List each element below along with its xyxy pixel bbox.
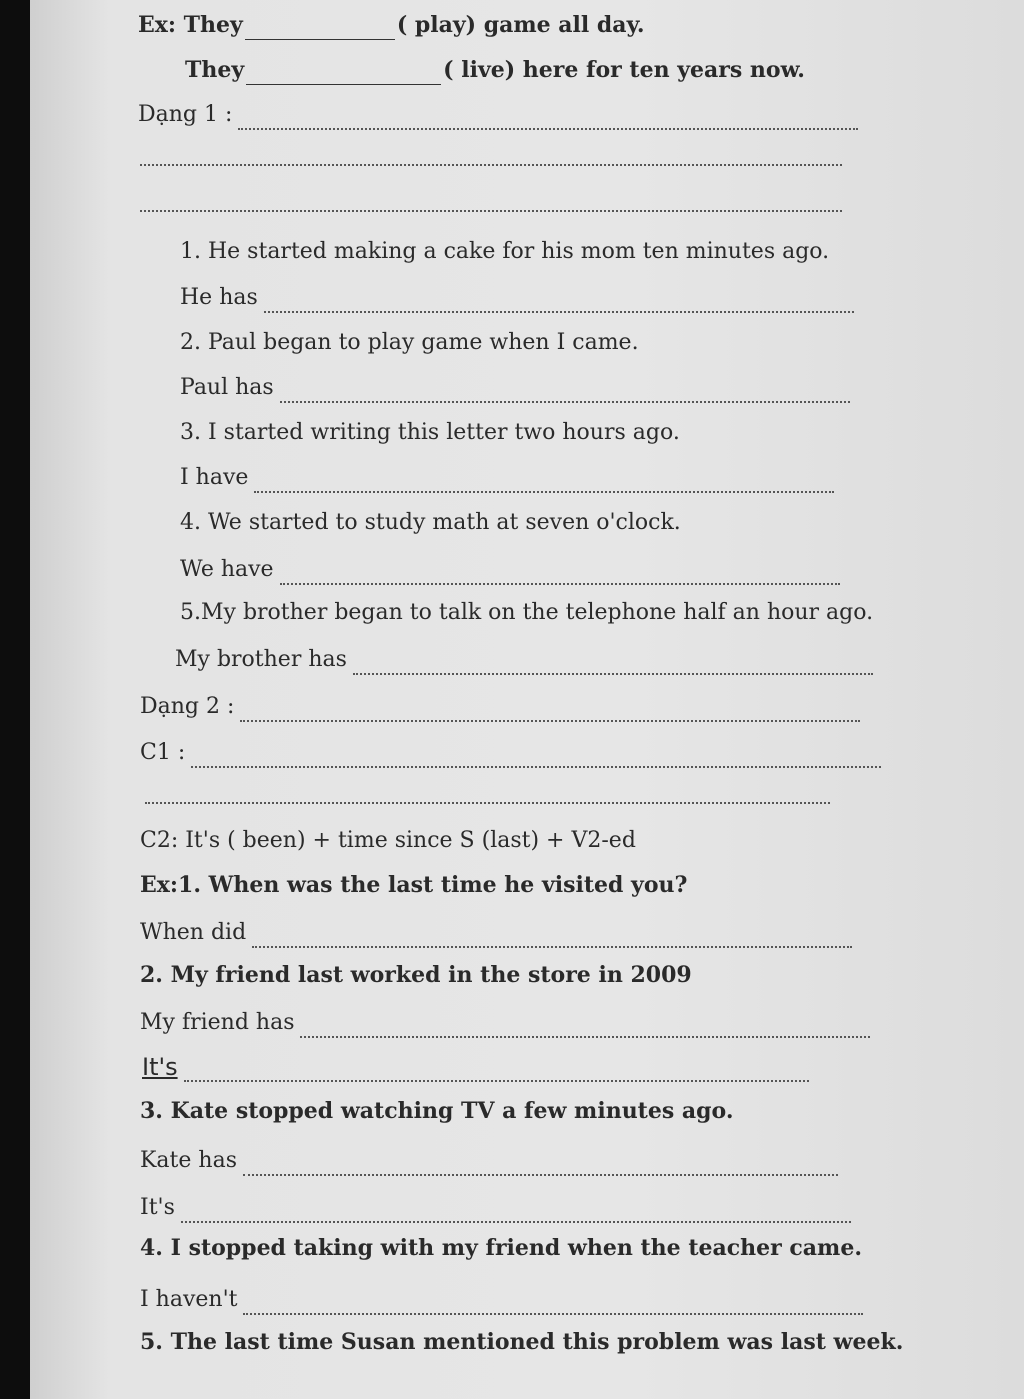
sentence-text: 4. We started to study math at seven o'clock. xyxy=(180,510,681,535)
section1-answer-5 xyxy=(175,645,873,675)
section1-sentence-1 xyxy=(180,237,829,267)
answer-line[interactable] xyxy=(145,800,830,804)
answer-line[interactable] xyxy=(243,1154,838,1176)
example-line-2 xyxy=(185,55,805,85)
sentence-text: 1. He started making a cake for his mom ten minutes ago. xyxy=(180,239,830,264)
example-blank[interactable] xyxy=(245,17,395,40)
section2-sentence-3 xyxy=(140,1096,733,1126)
answer-line[interactable] xyxy=(254,471,834,493)
sentence-text: 3. I started writing this letter two hours ago. xyxy=(180,420,680,445)
answer-line[interactable] xyxy=(264,291,854,313)
section2-sentence-5 xyxy=(140,1327,903,1357)
sentence-text: Ex:1. When was the last time he visited you? xyxy=(140,872,688,898)
section1-sentence-2 xyxy=(180,328,639,358)
section1-answer-2 xyxy=(180,373,850,403)
prompt-text: I have xyxy=(180,465,249,490)
section2-answer-2b xyxy=(142,1052,809,1082)
example-hint: ( play) game all day. xyxy=(396,12,645,38)
prompt-text: Paul has xyxy=(180,375,274,400)
answer-line[interactable] xyxy=(280,563,840,585)
formula-text: C2: It's ( been) + time since S (last) + V2-ed xyxy=(140,828,636,853)
section2-answer-4 xyxy=(140,1285,863,1315)
dang2-label: Dạng 2 : xyxy=(140,694,235,719)
example-line-1 xyxy=(138,10,644,40)
sentence-text: 5.My brother began to talk on the telephone half an hour ago. xyxy=(180,600,874,625)
answer-line[interactable] xyxy=(353,653,873,675)
prompt-text: It's xyxy=(140,1195,175,1220)
prompt-text: My brother has xyxy=(175,647,347,672)
example-blank[interactable] xyxy=(246,62,441,85)
prompt-text: Kate has xyxy=(140,1148,237,1173)
c2-formula xyxy=(140,826,636,856)
section2-sentence-4 xyxy=(140,1233,862,1263)
section2-sentence-1 xyxy=(140,870,687,900)
section2-sentence-2 xyxy=(140,960,692,990)
answer-line[interactable] xyxy=(240,700,860,722)
sentence-text: 4. I stopped taking with my friend when the teacher came. xyxy=(140,1235,862,1261)
sentence-text: 2. My friend last worked in the store in 2009 xyxy=(140,962,692,988)
answer-line[interactable] xyxy=(181,1201,851,1223)
section1-answer-3 xyxy=(180,463,834,493)
sentence-text: 2. Paul began to play game when I came. xyxy=(180,330,639,355)
answer-line[interactable] xyxy=(191,746,881,768)
sentence-text: 5. The last time Susan mentioned this problem was last week. xyxy=(140,1329,904,1355)
example-subject: Ex: They xyxy=(138,12,243,38)
dang1-label: Dạng 1 : xyxy=(138,102,233,127)
dang1-heading xyxy=(138,100,858,130)
answer-line[interactable] xyxy=(140,208,842,212)
answer-line[interactable] xyxy=(243,1293,863,1315)
prompt-text: I haven't xyxy=(140,1287,238,1312)
answer-line[interactable] xyxy=(280,381,850,403)
c1-label: C1 : xyxy=(140,740,186,765)
c1-heading xyxy=(140,738,881,768)
section1-answer-4 xyxy=(180,555,840,585)
sentence-text: 3. Kate stopped watching TV a few minutes ago. xyxy=(140,1098,734,1124)
section2-answer-3b xyxy=(140,1193,851,1223)
section2-answer-3 xyxy=(140,1146,838,1176)
answer-line[interactable] xyxy=(238,108,858,130)
answer-line[interactable] xyxy=(184,1060,809,1082)
answer-line[interactable] xyxy=(300,1016,870,1038)
prompt-text: We have xyxy=(180,557,274,582)
prompt-text: My friend has xyxy=(140,1010,295,1035)
example-subject: They xyxy=(185,57,245,83)
prompt-text: He has xyxy=(180,285,258,310)
section1-answer-1 xyxy=(180,283,854,313)
section1-sentence-5 xyxy=(180,598,873,628)
handwritten-text: It's xyxy=(142,1053,178,1081)
dang2-heading xyxy=(140,692,860,722)
section2-answer-2 xyxy=(140,1008,870,1038)
section2-answer-1 xyxy=(140,918,852,948)
example-hint: ( live) here for ten years now. xyxy=(443,57,805,83)
prompt-text: When did xyxy=(140,920,247,945)
section1-sentence-3 xyxy=(180,418,680,448)
answer-line[interactable] xyxy=(140,162,842,166)
section1-sentence-4 xyxy=(180,508,681,538)
answer-line[interactable] xyxy=(252,926,852,948)
